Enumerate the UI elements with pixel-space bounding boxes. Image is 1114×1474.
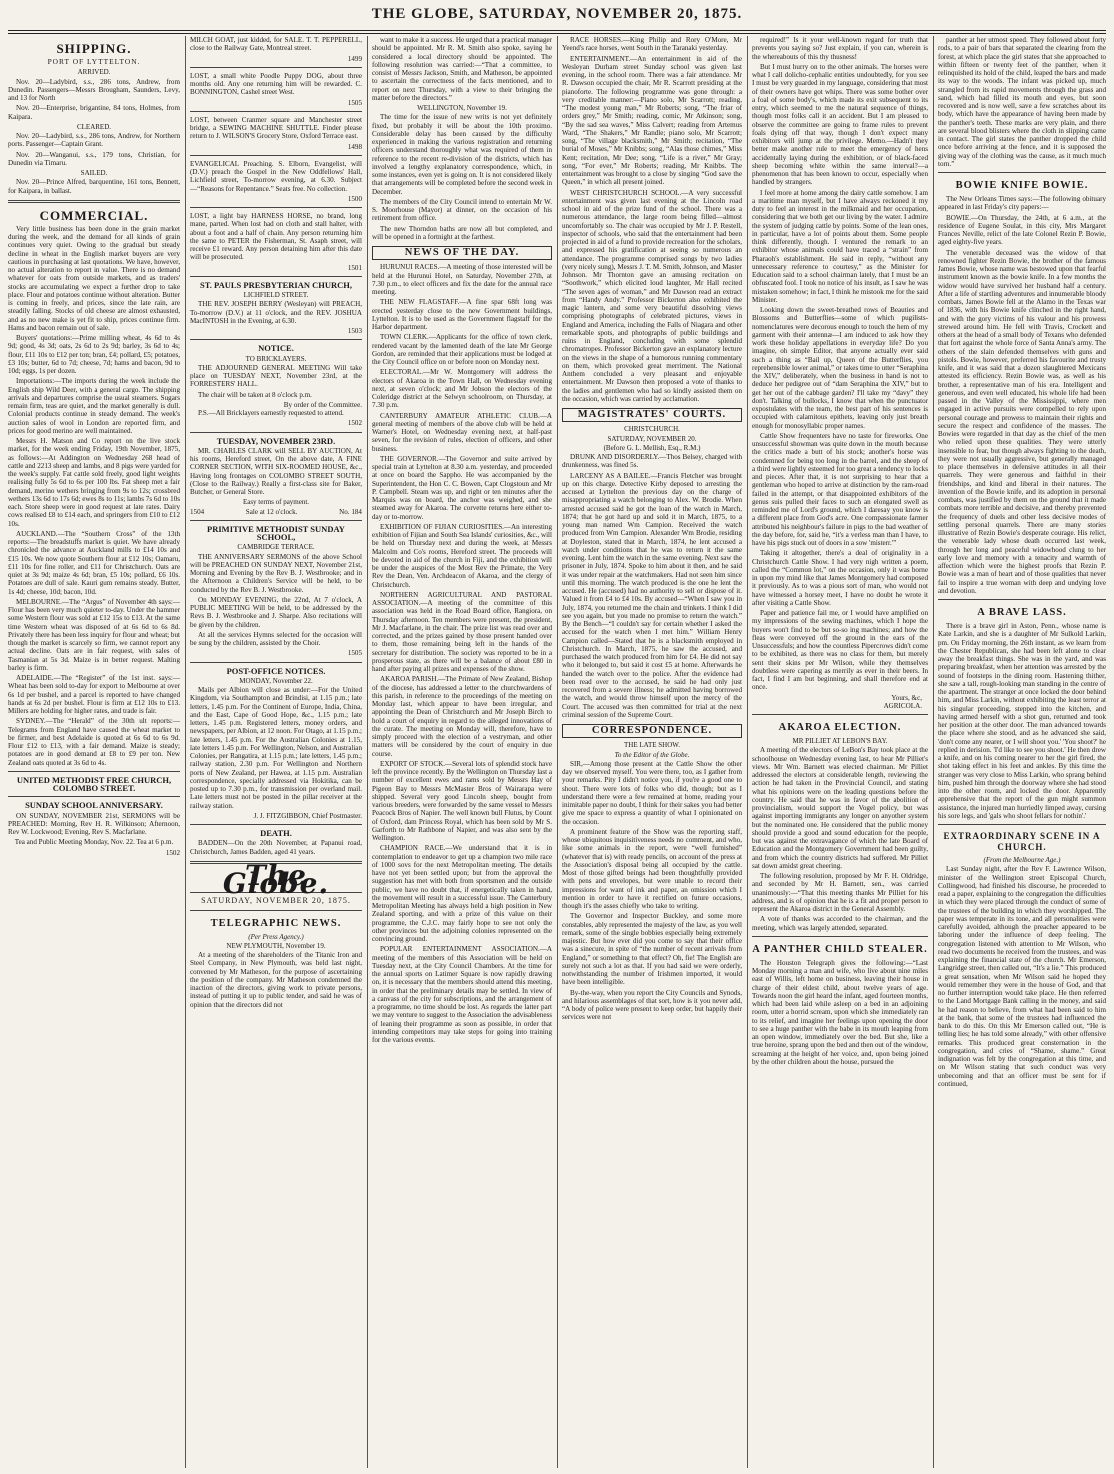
church-subheading: LICHFIELD STREET. bbox=[243, 291, 309, 299]
telegraphic-place: NEW PLYMOUTH, November 19. bbox=[226, 941, 326, 950]
article-text: RACE HORSES.—King Philip and Rory O'More, Mr Yeend's race horses, went South in the Taranaki yesterday. bbox=[562, 36, 742, 53]
divider bbox=[938, 599, 1106, 600]
notice-text: THE ADJOURNED GENERAL MEETING Will take place on TUESDAY NEXT, November 23rd, at the FORRESTERS' HALL. bbox=[190, 363, 362, 389]
classified-ad bbox=[190, 36, 362, 63]
shipping-entry: Nov. 20—Ladybird, s.s., 286 tons, Andrew, from Dunedin. Passengers—Messrs Brougham, Saunders, Levy, and 13 for North bbox=[8, 77, 180, 102]
article-text: The Houston Telegraph gives the following:—“Last Monday morning a man and wife, who live about nine miles east of Willis, left home on business, leaving their house in charge of their eldest child, about twelve years of age. Towards noon the girl heard the infant, aged fourteen months, which had been laid while asleep on a bed in an adjoining room, utter a horrid scream, upon which she immediately ran to its relief, and imagine her feelings upon opening the door to see a huge panther with the babe in its mouth leaping from an open window, immediately over the bed. But she, like a true heroine, sprang upon the bed and then out of the window, screaming at the height of her voice, and, upon being joined by the other children about the house, pursued the bbox=[752, 958, 928, 1066]
melbourne-report: MELBOURNE.—The “Argus” of November 4th says:—Flour has been very much quieter to-day. Under the hammer some Western flour was sold at £12 15s to £13. At the same time Western wheat was disposed of at 6s 6d to 6s 8d. Privately there has been less inquiry for flour and wheat; but though the market is scarcely so firm, we cannot report any actual decline. Oats are in fair request, with sales of Tasmanian at 5s 3d. Maize is in better request. Malting barley is firm. bbox=[8, 597, 180, 672]
column-rule bbox=[747, 36, 748, 1468]
column-rule bbox=[933, 36, 934, 1468]
letter-signoff: Yours, &c, bbox=[891, 693, 922, 702]
letter-paragraph: Paper and patience fail me, or I would have amplified on my impressions of the sewing machines, which I hope the buyers won't find to be but so-so ing machines; and how the fleas were conveyed off the ground in the ears of the Unsuccessfuls; and how the countless Pipercrows didn't come to be exhibited, as there was no class for them, but merely sent their skins per Mr Wilson, while they themselves doubtless were capering as merrily as ever in their beers. In fact, I find I am but beginning, and shall therefore end at once. bbox=[752, 609, 928, 692]
shipping-entry: Nov. 20—Enterprise, brigantine, 84 tons, Holmes, from Kaipara. bbox=[8, 104, 180, 121]
news-item: EXHIBITION OF FIJIAN CURIOSITIES.—An interesting exhibition of Fijian and South Sea Islands' curiosities, &c., will be held on Thursday next and during the week, at Messrs Malcolm and Co's rooms, Hereford street. The proceeds will be devoted in aid of the church in Fiji, and the exhibition will be under the auspices of the Most Rev the Primate, the Very Rev the Dean, Ven. Archdeacon of Akaroa, and the clergy of Christchurch. bbox=[372, 522, 552, 589]
panther-heading: A PANTHER CHILD STEALER. bbox=[752, 943, 928, 955]
article-text: The members of the City Council intend to entertain Mr W. S. Moorhouse (Mayor) at dinner, on the occasion of his retirement from office. bbox=[372, 197, 552, 223]
wellington-place: WELLINGTON, November 19. bbox=[417, 104, 507, 112]
column-6 bbox=[938, 36, 1106, 1466]
divider bbox=[190, 824, 362, 825]
letter-paragraph: I feel more at home among the dairy cattle somehow. I am a maritime man myself, but I have always reckoned it my duty to feel an interest in the milkmaid and her occupation, considering that we both get our living by the water. I admire the system of judging cattle by points. Some of the lean ones, in particular, have a lot of points about them. Some people think differently, though. I ventured the remark to an exhibitor whose animals could have traced a “strain” from Pharaoh's establishment. He said in reply, “without any unnecessary reference to courtesy,” as the Minister for Education said to a school chairman lately, that I must be an obfuscated fool. I took no notice of his insult, as I saw he was mistaken somehow; in fact, I think he mistook me for the said Minister. bbox=[752, 188, 928, 304]
anniversary-tea: Tea and Public Meeting Monday, Nov. 22. Tea at 6 p.m. bbox=[14, 838, 174, 847]
port-heading: PORT OF LYTTELTON. bbox=[47, 57, 141, 66]
notice-time: The chair will be taken at 8 o'clock p.m. bbox=[198, 390, 312, 399]
akaroa-heading: AKAROA ELECTION. bbox=[778, 722, 902, 733]
letter-paragraph: The Governor and Inspector Buckley, and some more constables, ably represented the majesty of the law, as you well remark, some of the single bobbies especially being extremely majestic. But how ever did you come to say that their office was a sinecure, in spite of “the number of recent arrivals from England,” or something to that effect? Oh, fie! The English are surely not such a lot as that. If you had said we were orderly, notwithstanding the number of Irishmen imported, it would have been intelligible. bbox=[562, 912, 742, 987]
post-heading: POST-OFFICE NOTICES. bbox=[226, 665, 326, 676]
shipping-entry: Nov. 20—Prince Alfred, barquentine, 161 tons, Bennett, for Kaipara, in ballast. bbox=[8, 178, 180, 195]
commercial-paragraph: Very little business has been done in the grain market during the week, and the demand for all kinds of grain continues very quiet. Owing to the gradual but steady decline in wheat in the English market buyers are very cautious in purchasing at last quotations. We have, however, no actual alteration to report in value. There is no demand whatever for oats from outside markets, and as traders' stocks are accumulating we expect a further drop to take place. Flour and potatoes continue without alteration. Butter is coming in freely, and prices, since the late rain, are steadily falling. Stocks of old cheese are almost exhausted, and as no new make is yet fit to ship, prices continue firm. Hams and bacon remain out of sale. bbox=[8, 224, 180, 332]
magistrates-heading: MAGISTRATES' COURTS. bbox=[562, 408, 742, 422]
divider bbox=[190, 432, 362, 433]
article-text: There is a brave girl in Aston, Penn., whose name is Kate Larkin, and she is a daughter of Mr Sulkold Larkin, pm. On Friday morning, the 26th instant, as we learn from the Chester Republican, she had been left alone to clear away the breakfast things. She was in the yard, and was preparing breakfast, when her attention was arrested by the sound of footsteps in the dining room. Hastening thither, she saw a tall, rough-looking man standing in the centre of the apartment. The stranger at once locked the door behind him, and Miss Larkin, without exhibiting the least terror at his singular proceeding, stepped into the kitchen, and having armed herself with a shot gun, returned and took her position at the other door. The man advanced towards the place where she stood, and as he advanced she said, 'don't come any nearer, or I will shoot you.' 'You shoot?' he replied in derision. 'I'd like to see you shoot.' He then drew a knife, and on his coming nearer to her the girl fired, the shot taking effect in his feet and ankles. By this time the stranger was very close to Miss Larkin, who sprang behind him, pushed him through the doorway where she had stood into the other room, and locked the door. Apparently apprehensive that the report of the gun might summon assistance, the injured man hurriedly limped away, cursing his sore legs, and 'gals who shoot fellars for nothin'.' bbox=[938, 622, 1106, 820]
commercial-heading: COMMERCIAL. bbox=[39, 207, 149, 223]
brave-heading: A BRAVE LASS. bbox=[977, 607, 1067, 618]
article-text: panther at her utmost speed. They followed about forty rods, to a pair of bars that separated the clearing from the forest, at which place the girl states that she approached to within fifteen or twenty feet of the panther, when it relinquished its hold of the child, leaped the bars and made its way to the woods. The infant was picked up, much strangled from its rapid movements through the grass and sand, which had filled its mouth and eyes, but soon recovered and is now well, save a few scratches about its body, which have the appearance of having been made by the panther's teeth. These marks are very plain, and there are several blood blisters where the cloth in slipping came in contact. The girl states the panther dropped the child once before arriving at the fence, and it is supposed the giving way of the clothing was the cause, as it much much torn.” bbox=[938, 36, 1106, 168]
news-item: THE GOVERNOR.—The Governor and suite arrived by special train at Lyttelton at 8.30 a.m. yesterday, and proceeded at once on board the Sappho. He was accompanied by the Superintendent, the Hon C. C. Bowen, Capt Clogstoun and Mr P. Campbell. Steam was up, and right or ten minutes after the Marquis was on board, the anchor was weighed, and she steamed away for Akaroa. The corvette returns here either to-day or to-morrow. bbox=[372, 454, 552, 521]
correspondence-heading: CORRESPONDENCE. bbox=[562, 724, 742, 738]
post-date: MONDAY, November 22. bbox=[239, 676, 313, 685]
notice-subheading: TO BRICKLAYERS. bbox=[245, 354, 307, 363]
letter-paragraph: Looking down the sweet-breathed rows of Beauties and Blossoms and Butterflies—some of which pugilists-nomenclatures were decorous enough to touch the hem of my garment with their antennæ—I am induced to ask how they work these holiday appellations in everyday life? Do you imagine, oh simple Editor, that anyone actually ever said such a thing as “Bail up, Queen of the Butterflies, you reprehensible lower animal,” or takes time to utter “Seraphina the XIV,” deliberately, when the business in hand is not to deduce her pedigree out of “dam Seraphina the XIV,” but to get her out of the cabbage garden? I'll take my “davy” they don't. Talking of bullocks, I know that when the punctuator expostulates with the team, the best part of his sentences is occupied with calamitous epithets, leaving only just breath enough for monosyllabic proper names. bbox=[752, 306, 928, 430]
article-text: Last Sunday night, after the Rev F. Lawrence Wilson, minister of the Wellington street Episcopal Church, Collingwood, had finished his discourse, he proceeded to read a paper, explaining to the congregation the difficulties in which they were placed through the conduct of some of the trustees of the building in which they worshipped. The paper was temperate in its tone, and all personalities were carefully avoided, although the preacher appeared to be laboring under the influence of deep feeling. The congregation listened with attention to Mr Wilson, who read two documents he received from the trustees, and was explaining the financial state of the church. Mr Emerson, Langridge street, then called out, “It's a lie.” This produced a great sensation, when Mr Wilson said he hoped they would remember they were in the house of God, and that no further interruption would take place. He then referred to the Land Mortgage Bank calling in the money, and said he had reason to believe, from what had been said to him at the bank, that some of the trustees had influenced the bank to do this. On this Mr Emerson called out, “He is telling lies; he has told some already,” with other offensive remarks. This produced great consternation in the congregation, and cries of “Shame, shame.” Great indignation was felt by the congregation at this time, and on Mr Wilson stating that such conduct was very unbecoming and that an officer must be sent for if continued, bbox=[938, 865, 1106, 1088]
sailed-label: SAILED. bbox=[80, 169, 108, 177]
article-text: BOWIE.—On Thursday, the 24th, at 6 a.m., at the residence of Eugene Soulat, in this city, Mrs Margaret Frances Neville, relict of the late Colonel Rezin P. Bowie, aged eighty-five years. bbox=[938, 213, 1106, 247]
church-heading: ST. PAULS PRESBYTERIAN CHURCH, bbox=[200, 279, 352, 290]
news-item: TOWN CLERK.—Applicants for the office of town clerk, rendered vacant by the lamented death of the late Mr George Gordon, are reminded that their applications must be lodged at the City Council office on or before noon on Monday next. bbox=[372, 333, 552, 366]
ad-number: 1500 bbox=[347, 194, 362, 203]
divider bbox=[190, 662, 362, 663]
commercial-paragraph: Importations:—The imports during the week include the English ship Wild Deer, with a general cargo. The shipping arrivals and departures comprise the usual steamers. Sugars remain firm, teas are quiet, and the market generally is dull. Colonial products continue in steady demand. The week's auction sales of wool in London are reported firm, and prices for good merino are well maintained. bbox=[8, 377, 180, 435]
ad-number: 1505 bbox=[347, 649, 362, 658]
letter-paragraph: required!” Is it your well-known regard for truth that prevents you saying so? Just explain, if you can, wherein is the whereabouts of this thy thusness! bbox=[752, 36, 928, 61]
ad-number: 1498 bbox=[347, 142, 362, 151]
news-item: CANTERBURY AMATEUR ATHLETIC CLUB.—A general meeting of members of the above club will be held at Warner's Hotel, on Wednesday evening next, at half-past seven, for the revision of rules, election of officers, and other business. bbox=[372, 411, 552, 453]
sale-foot-right: No. 184 bbox=[339, 507, 362, 516]
letter-paragraph: A prominent feature of the Show was the reporting staff, whose ubiquitous inquisitiveness needs no comment, and who, like some animals in the report, were “well furnished” (whatever that is) with ready pencils, on account of the press at the Association's disposal being all occupied by the cattle. Most of those gifted beings had been thoughtfully provided with pens and envelopes, but were unable to record their impressions for want of ink and paper, an omission which I mention in order to have it rectified on future occasions, though it's the asses chiefly who take to writing. bbox=[562, 827, 742, 910]
divider bbox=[8, 771, 180, 772]
primitive-hymns: At all the services Hymns selected for the occasion will be sung by the children, assisted by the Choir. bbox=[190, 630, 362, 647]
article-text: want to make it a success. He urged that a practical manager should be appointed. Mr R. M. Smith also spoke, saying he considered a local directory should be appointed. The following resolution was carried:—“That a committee, to consist of Messrs Jackson, Smith, and Matheson, be appointed to ascertain the correctness of the facts mentioned, and to report on next Thursday, with a view to their bringing the matter before the directors.” bbox=[372, 36, 552, 102]
ad-text: MILCH GOAT, just kidded, for SALE. T. T. PEPPERELL, close to the Railway Gate, Montreal street. bbox=[190, 36, 362, 53]
church-text: THE REV. JOSEPH BERRY (Wesleyan) will PREACH, To-morrow (D.V.) at 11 o'clock, and the REV. JOSHUA MacINTOSH in the Evening, at 6.30. bbox=[190, 300, 362, 325]
column-3 bbox=[372, 36, 552, 1466]
masthead-rule bbox=[8, 30, 1106, 31]
ad-number: 1499 bbox=[347, 54, 362, 63]
ad-number: 1502 bbox=[347, 419, 362, 428]
shipping-entry: Nov. 20—Ladybird, s.s., 286 tons, Andrew, for Northern ports. Passenger—Captain Grant. bbox=[8, 132, 180, 149]
ad-text: EVANGELICAL Preaching. S. Elborn, Evangelist, will (D.V.) preach the Gospel in the New Oddfellows' Hall, Lichfield street, To-morrow evening, at 6.30. Subject—“Reasons for Repentance.” Seats free. No collection. bbox=[190, 159, 362, 193]
post-text: Mails per Albion will close as under:—For the United Kingdom, via Southampton and Brindisi, at 1.15 p.m.; late letters, 1.45 p.m. For the Continent of Europe, India, China, and the East, Cape of Good Hope, &c., 1.15 p.m.; late letters, 1.45 p.m. Registered letters, money orders, and newspapers, per Albion, at 12 noon. For Otago, at 1.15 p.m.; late letters, 1.45 p.m. For the Australian Colonies at 1.15, late letters 1.45 p.m. For Wellington, Nelson, and Australian Colonies, per Rangatira, at 1.15 p.m.; late letters, 1.45 p.m.; railway station, 2.30 p.m. For Wellington and Northern ports of New Zealand, per Hawea, at 1.15 p.m. Australian correspondence, specially addressed via Hokitika, can be posted up to 7.30 p.m., for transmission per overland mail. Late letters must not be posted in the pillar receiver at the railway station. bbox=[190, 686, 362, 810]
ad-number: 1505 bbox=[347, 98, 362, 107]
column-rule bbox=[557, 36, 558, 1468]
divider bbox=[938, 172, 1106, 173]
letter-paragraph: SIR,—Among those present at the Cattle Show the other day we observed myself. You were there, too, as I gather from your remarks. Pity I didn't notice you, if you're a good one to shout. There were lots of folks who did, though; but as I understand there were a few remained at home, reading your inimitable paper no doubt, I think for their sakes you had better give me space to express a quantity of what I opinionated on the occasion. bbox=[562, 759, 742, 826]
column-4 bbox=[562, 36, 742, 1466]
magistrates-before: (Before G. L. Mellish, Esq., R.M.) bbox=[603, 443, 701, 452]
auckland-report: AUCKLAND.—The “Southern Cross” of the 13th reports:—The breadstuffs market is quiet. We have already chronicled the advance at Auckland mills to £14 10s and £15 10s. We now quote Southern flour at £12 10s; Oamaru, £11 10s for fine roller, and £11 for Christchurch. Oats are quiet at 3s 9d; maize 4s 6d; bran, £5 10s; pollard, £6 10s. Potatoes are dull of sale. Kauri gum remains steady. Butter, 1s 4d; cheese, 10d; bacon, 10d. bbox=[8, 529, 180, 596]
court-item: DRUNK AND DISORDERLY.—Thos Belsey, charged with drunkenness, was fined 5s. bbox=[562, 453, 742, 470]
letter-to: To the Editor of the Globe. bbox=[614, 750, 690, 759]
arrived-label: ARRIVED. bbox=[77, 68, 111, 77]
divider bbox=[190, 111, 362, 112]
letter-signature: AGRICOLA. bbox=[883, 701, 922, 710]
column-rule bbox=[185, 36, 186, 1468]
telegraphic-subheading: (Per Press Agency.) bbox=[248, 932, 304, 941]
telegraphic-heading: TELEGRAPHIC NEWS. bbox=[210, 917, 342, 929]
death-text: BADDEN—On the 20th November, at Papanui road, Christchurch, James Badden, aged 41 years. bbox=[190, 839, 362, 856]
post-signature: J. J. FITZGIBBON, Chief Postmaster. bbox=[253, 811, 362, 820]
ad-number: 1502 bbox=[165, 848, 180, 857]
stock-report: Messrs H. Matson and Co report on the live stock market, for the week ending Friday, 19th November, 1875, as follows:—At Addington on Wednesday 268 head of cattle and 2213 sheep and lambs, and 8 pigs were yarded for the week's supply. Fat cattle sold freely, good light weights realising fully 5s 6d to 6s per 100 lbs. Fat sheep met a fair demand, merino wethers bringing from 9s to 12s; crossbred wethers 13s 6d to 17s 6d; ewes 8s to 11s; lambs 7s 6d to 10s each. Store sheep were in good request at late rates. Dairy cows realised £8 to £14 each, and springers from £10 to £12 10s. bbox=[8, 437, 180, 528]
akaroa-subheading: MR PILLIET AT LEBON'S BAY. bbox=[792, 737, 888, 745]
column-rule bbox=[367, 36, 368, 1468]
shipping-heading: SHIPPING. bbox=[56, 41, 132, 56]
primitive-subheading: CAMBRIDGE TERRACE. bbox=[237, 543, 315, 552]
shipping-entry: Nov. 20—Wanganui, s.s., 179 tons, Christian, for Dunedin via Timaru. bbox=[8, 150, 180, 167]
article-text: A vote of thanks was accorded to the chairman, and the meeting, which was largely attended, separated. bbox=[752, 915, 928, 932]
divider bbox=[190, 339, 362, 340]
news-item: HURUNUI RACES.—A meeting of those interested will be held at the Hurunui Hotel, on Saturday, November 27th, at 7.30 p.m., to elect officers and fix the date for the annual race meeting. bbox=[372, 263, 552, 296]
anniversary-text: ON SUNDAY, NOVEMBER 21st, SERMONS will be PREACHED: Morning, Rev H. R. Wilkinson; Afternoon, Rev W. Lockwood; Evening, Rev S. Macfarlane. bbox=[8, 811, 180, 836]
divider bbox=[8, 200, 180, 203]
classified-ad bbox=[190, 116, 362, 151]
divider bbox=[8, 796, 180, 797]
ad-number: 1501 bbox=[347, 263, 362, 272]
sale-footer bbox=[190, 508, 362, 516]
magistrates-place: CHRISTCHURCH. bbox=[624, 425, 680, 434]
primitive-heading: PRIMITIVE METHODIST SUNDAY SCHOOL, bbox=[207, 523, 345, 542]
sale-foot-mid: Sale at 12 o'clock. bbox=[245, 507, 298, 516]
ad-text: LOST, between Cranmer square and Manchester street bridge, a SEWING MACHINE SHUTTLE. Finder please return to J. WILSON'S Grocery Store, Oxford Terrace east. bbox=[190, 115, 362, 141]
classified-ad bbox=[190, 212, 362, 272]
magistrates-date: SATURDAY, NOVEMBER 20. bbox=[607, 434, 697, 443]
masthead-rule-2 bbox=[8, 33, 1106, 34]
adelaide-report: ADELAIDE.—The “Register” of the 1st inst. says:—Wheat has been sold to-day for export to Melbourne at over 6s 1d per bushel, and a parcel is reported to have changed hands at 6s 2d per bushel. Flour is firm at £12 10s to £13. Millers are holding for higher rates, and trade is fair. bbox=[8, 674, 180, 715]
ad-text: LOST, a light bay HARNESS HORSE, no brand, long mane, parted. When lost had on cloth and stall halter, with about a foot and a half of chain. Any person returning him the same to PETER the Fisherman, St. Asaph street, will receive £1 reward. Any person detaining him after this date will be prosecuted. bbox=[190, 212, 362, 262]
globe-logo: The Globe. bbox=[222, 858, 330, 900]
cleared-label: CLEARED. bbox=[76, 122, 112, 131]
bowie-heading: BOWIE KNIFE BOWIE. bbox=[955, 180, 1089, 191]
letter-paragraph: Cattle Show frequenters have no taste for fireworks. One unsuccessful showman was quite down in the mouth because the critics made a butt of his stock; another's horse was condemned for being too long in the barrel, and the sheep of a third were lightly esteemed for too great a tendency to locks and pieces. After that, it is not surprising to hear that a gentleman who hoped to arrive at distinction by the ram-road failed in the attempt, or that disappointed exhibitors of the genus suis pulled their faces to such an elongated swell as reminded me of Lord's ground, which I daresay you know is a different place from God's acre. One compassionate farmer attributed his neighbour's failure in pigs to the bad weather of the day before, for, said he, “it's a verless man than I have, to have his pigs stuck out of doors in a sow 'misterr.'” bbox=[752, 431, 928, 547]
classified-ad bbox=[190, 160, 362, 203]
column-2 bbox=[190, 36, 362, 1466]
divider bbox=[190, 207, 362, 208]
article-text: The time for the issue of new writs is not yet definitely fixed, but probably it will be about the 10th proximo. Considerable delay has been caused by the difficulty experienced in making the various registration and returning officers understand thoroughly what was required of them in reference to the recent re-division of the districts, which has involved a lengthy explanatory correspondence, which, in some instances, even yet is going on. It is not considered likely that arrangements will be completed before the second week in December. bbox=[372, 113, 552, 196]
article-text: A meeting of the electors of LeBon's Bay took place at the schoolhouse on Wednesday evening last, to hear Mr Pilliet's views. Mr Wm. Barnett was elected chairman. Mr Pilliet addressed the electors at considerable length, reviewing the action he had taken in the Provincial Council, and stating what his opinions were on the leading questions before the country. He said that he was in favor of the abolition of provincialism, would support the Vogel policy, but was against importing immigrants any longer on anyother system but the nominated one. He considered that the public money should provide a good and sound education for the people, but was against the extravagance of which the late Board of Education and the Montgomery Government had been guilty, and from which the country districts had suffered. Mr Pilliet sat down amidst great cheering. bbox=[752, 746, 928, 870]
sale-date: TUESDAY, NOVEMBER 23RD. bbox=[216, 435, 336, 446]
divider bbox=[938, 824, 1106, 825]
church-scene-subheading: (From the Melbourne Age.) bbox=[983, 856, 1061, 864]
news-item: THE NEW FLAGSTAFF.—A fine spar 68ft long was erected yesterday close to the new Government buildings, Lyttelton. It is to be used as the Government flagstaff for the Harbor department. bbox=[372, 298, 552, 331]
divider bbox=[190, 155, 362, 156]
court-item: LARCENY AS A BAILEE.—Francis Fletcher was brought up on this charge. Detective Kirby deposed to arresting the accused at Lyttelton the previous day on the charge of misappropriating a watch belonging to Alex. W. Brodie. When arrested accused said he got the loan of the watch in March, 1874; that he got hard up and sold it in March, 1875, to a young man named Wm Campion. Received the watch produced from Wm Campion. Alexander Wm Brodie, residing at Doyleston, stated that in March, 1874, he lent accused a watch under conditions that he was to return it the same evening. Lent him the watch in the same evening. Next saw the prisoner in July, 1874. Spoke to him about it then, and he said it was under repair at the watchmakers. Had not seen him since until this morning. The watch produced is the one he lent the accused. He (accused) had no authority to sell or dispose of it. Valued it from £4 to £4 10s. By accused—“When I saw you in July, 1874, you returned me the chain and trinkets. I think I did see you again, but you made no promise to return the watch.” By the Bench—“I couldn't say for certain whether I asked the accused for the watch when I met him.” William Henry Campion called—Stated that he is a blacksmith employed in Christchurch. In March, 1875, he saw the accused, and purchased the watch produced from him for £4. He did not say who it belonged to, but said it cost £5 at home. Afterwards he handed the watch over to the police. After the evidence had been read over to the accused, he said he had only just recovered from a severe illness; he admitted having borrowed the watch, and would throw himself upon the mercy of the Court. The accused was then committed for trial at the next criminal session of the Supreme Court. bbox=[562, 471, 742, 719]
news-item: POPULAR ENTERTAINMENT ASSOCIATION.—A meeting of the members of this Association will be held on Tuesday next, at the City Council Chambers. At the time for the annual sports on Latimer Square is now rapidly drawing on, it is necessary that the members should attend this meeting, in order that the preliminary details may be settled. In view of a canvass of the city for subscriptions, and the arrangement of a programme, no time should be lost. As regards the latter part we may venture to suggest to the Association the advisableness of leaning their programme as soon as possible, in order that intending competitors may take steps for going into training for the various events. bbox=[372, 945, 552, 1044]
divider bbox=[190, 276, 362, 277]
article-text: The venerable deceased was the widow of that renowned fighter Rezin Bowie, the brother of the famous James Bowie, whose name was bestowed upon that fearful instrument known as the bowie knife. In a few months the widow would have survived her husband half a century. After a life of startling adventures and innumerable bloody combats, James Bowie fell at the Alamo in the Texas war of 1836, with his Bowie knife clinched in the right hand, and with the gory victims of his valour and his prowess strewed around him. He fell with Travis, Crockett and others at the head of a small body of Texans who defended that fort against the whole force of Santa Anna's army. The others of the slain defended themselves with guns and pistols. Bowie, however, preferred his favourite and trusty knife, and it was said that a dozen slaughtered Mexicans attested its efficiency. Rezin Bowie was, as well as his brother, a representative man of his era. Intelligent and generous, and even well educated, his whole life had been passed in the Valley of the Mississippi, where men engaged in active pursuits were compelled to rely upon personal courage and prowess to maintain their rights and secure the respect and confidence of the masses. The Bowies were regarded in that day as the chief of the men who relied upon these qualities. They were utterly insensible to fear, but though always fighting to the death, they were not usually aggressive, but generally managed to place themselves in defensive attitudes in all their quarrels. They were generous and faithful in their friendships, and kind and liberal in their natures. The invention of the Bowie knife, and its adoption in personal combats, was justified by them on the ground that it made combats more terrible and decisive, and thereby prevented the frequency of duels and other less decisive modes of settling personal quarrels. There are many stories illustrative of Rezin Bowie's desperate courage. His relict, the venerable lady whose death occurred last week, through her long and peaceful widowhood clung to her early love and memory with a tenacity and warmth of affection which were the highest proofs that Rezin P. Bowie was a man of heart and of those qualities that never fail to inspire a true woman with deep and undying love and devotion. bbox=[938, 248, 1106, 595]
death-heading: DEATH. bbox=[260, 828, 292, 838]
methodist-heading: UNITED METHODIST FREE CHURCH, COLOMBO STREET. bbox=[16, 774, 172, 793]
divider bbox=[190, 520, 362, 521]
sale-foot-left: 1504 bbox=[190, 507, 205, 516]
divider bbox=[190, 67, 362, 68]
primitive-text: THE ANNIVERSARY SERMONS of the above School will be PREACHED ON SUNDAY NEXT, November 21st, Morning and Evening by the Rev B. J. Westbrooke; and in the Afternoon a Children's Service will be held, to be conducted by the Rev B. J. Westbrooke. bbox=[190, 552, 362, 594]
article-text: ENTERTAINMENT.—An entertainment in aid of the Wesleyan Durham street Sunday school was given last evening, in the school room. There was a fair attendance. Mr R. Dawson occupied the chair, Mr R. Scarrott presiding at the pianoforte. The following programme was gone through: a very creditable manner:—Piano solo, Mr Scarrott; reading, “The modest young man,” Mr Roberts; song, “The friar of orders grey,” Mr Smith; reading, comic, Mr Atkinson; song, “By the sad sea waves,” Miss Calvert; reading from Artemus Ward, “The Shakers,” Mr Randle; piano solo, Mr Scarrott; song, “The village blacksmith,” Mr Smith; recitation, “The burial of Moses,” Mr Knibbs; song, “Alas those chimes,” Miss Kent; recitation, Mr Dee; song, “Life is a river,” Mr Gray; song, “For ever,” Mr Roberts; reading, Mr Knibbs. The entertainment was brought to a close by singing “God save the Queen,” in which all present joined. bbox=[562, 54, 742, 187]
news-item: ELECTORAL.—Mr W. Montgomery will address the electors of Akaroa in the Town Hall, on Wednesday evening next, at seven o'clock; and Mr Jobson the electors of the Coleridge district at the Selwyn schoolroom, on Thursday, at 7.30 p.m. bbox=[372, 368, 552, 410]
church-scene-heading: EXTRAORDINARY SCENE IN A CHURCH. bbox=[943, 831, 1101, 852]
letter-paragraph: Taking it altogether, there's a deal of originality in a Christchurch Cattle Show. I had very nigh written a poem, called the “Common lot,” on the occasion, only it was borne in upon my mind like that James Montgomery had composed it previously. As to was a pious sort of man, who would not have witnessed a horsey meet, I have no doubt he wrote it after visiting a Cattle Show. bbox=[752, 549, 928, 607]
column-1 bbox=[8, 36, 180, 1466]
ad-number: 1503 bbox=[347, 327, 362, 335]
notice-ps: P.S.—All Bricklayers earnestly requested to attend. bbox=[198, 409, 344, 417]
logo-date: SATURDAY, NOVEMBER 20, 1875. bbox=[201, 896, 351, 906]
anniversary-heading: SUNDAY SCHOOL ANNIVERSARY. bbox=[25, 800, 163, 811]
notice-by: By order of the Committee. bbox=[283, 400, 362, 409]
divider bbox=[752, 936, 928, 937]
article-text: The new Thorndon baths are now all but completed, and will be opened in a fortnight at the farthest. bbox=[372, 224, 552, 241]
page-masthead: THE GLOBE, SATURDAY, NOVEMBER 20, 1875. bbox=[371, 6, 743, 22]
classified-ad bbox=[190, 72, 362, 107]
letter-paragraph: But I must hurry on to the other animals. The horses were what I call dolicho-cephalic entities undoubtedly, for you see I must be very guarded in my language, considering that most of their owners have got whips. There was some bother over a foal of some body's, which made its exit subsequent to its entry, which seemed to me the natural sequence of things, though most folks call it an accident. But I am pleased to observe the committee are going to frame rules to prevent foals dying off that way, though I don't expect many exhibitors will jump at the privilege. Memo.—Hadn't they better make another rule to meet the emergency of hens accidentally laying during the exhibition, or of black-faced sheep becoming white within the same interval?—a phenomenon that has been known to occur, especially when handled by strangers. bbox=[752, 62, 928, 187]
news-item: AKAROA PARISH.—The Primate of New Zealand, Bishop of the diocese, has addressed a letter to the churchwardens of this parish, in reference to the proceedings of the meeting on Monday last, which appear to have been irregular, and appointing the Dean of Christchurch and Mr Joseph Birch to hold a court of enquiry in regard to the alleged innovations of the curate. The meeting on Monday will, therefore, have to simply proceed with the election of a vestryman, and other matters will be considered by the court of enquiry in due course. bbox=[372, 675, 552, 758]
letter-paragraph: By-the-way, when you report the City Councils and Synods, and hilarious assemblages of that sort, how is it you never add, “A body of police were present to keep order, but happily their services were not bbox=[562, 988, 742, 1022]
commercial-paragraph: Buyers' quotations:—Prime milling wheat, 4s 6d to 4s 9d; good, 4s 3d; oats, 2s 6d to 2s 9d; barley, 3s 6d to 4s; flour, £11 10s to £12 per ton; bran, £4; pollard, £5; potatoes, £3 10s; butter, 6d to 7d; cheese, 7d; hams and bacon, 9d to 10d; eggs, 1s per dozen. bbox=[8, 334, 180, 375]
column-5 bbox=[752, 36, 928, 1466]
letter-title: THE LATE SHOW. bbox=[624, 741, 680, 750]
primitive-monday: On MONDAY EVENING, the 22nd, At 7 o'clock, A PUBLIC MEETING Will be held, to be addressed by the Revs B. J. Westbrooke and J. Sharpe. Also recitations will be given by the children. bbox=[190, 595, 362, 629]
notice-heading: NOTICE. bbox=[258, 343, 294, 354]
telegraphic-text: At a meeting of the shareholders of the Titanic Iron and Steel Company, in New Plymouth, was held last night, convened by Mr Matheson, for the purpose of ascertaining the position of the company. Mr Matheson condemned the inaction of the directors, giving work to private persons, instead of putting it up to public tender, and said he was of opinion that the directors did not bbox=[190, 951, 362, 1009]
sydney-report: SYDNEY.—The “Herald” of the 30th ult reports:—Telegrams from England have caused the wheat market to be firmer, and best Adelaide is quoted at 6s 6d to 6s 9d. Flour £12 to £13, with a fair demand. Maize is steady; potatoes are in good demand at £8 to £9 per ton. New Zealand oats quoted at 3s 6d to 4s. bbox=[8, 717, 180, 767]
article-text: WEST CHRISTCHURCH SCHOOL.—A very successful entertainment was given last evening at the Lincoln road school in aid of the prize fund of the school. There was a numerous attendance, the large room being filled—almost uncomfortably so. The chair was occupied by Mr J. P. Restell, inspector of schools, who said that the entertainment had been projected in aid of a fund to provide recreation for the scholars, and expressed his gratification at seeing so numerous an attendance. The programme comprised songs by two ladies (very nicely sung), Messrs J. T. M. Smith, Johnson, and Master Johnson. Mr Thornton gave an amusing recitation on “Soothwork,” which elicited loud laughter, Mr Hall recited “The seven ages of woman,” and Mr Dawson read an extract from “Handy Andy.” Professor Bickerton also exhibited the magic lantern, and some very beautiful dissolving views comprising photographs of celebrated pictures, views in England and America, including the Falls of Niagara and other remarkable spots, and photographs of public buildings and ruins in England, concluding with some splendid chromatropes. Professor Bickerton gave an explanatory lecture on the views in the shape of a humorous running commentary on them, which provoked great merriment. The National Anthem concluded a very pleasant and enjoyable entertainment. Mr Dawson then proposed a vote of thanks to the ladies and gentlemen who had so kindly assisted them on the occasion, which was carried by acclamation. bbox=[562, 188, 742, 403]
news-item: CHAMPION RACE.—We understand that it is in contemplation to endeavor to get up a champion two mile race of 1000 sovs for the next Metropolitan meeting. The details have not yet been settled upon; but from the approval the suggestion has met with both from sportsmen and the outside public, we have no doubt that, if energetically taken in hand, the movement will result in a successful issue. The Canterbury Metropolitan Meeting has always held a high position in New Zealand sporting, and with a prize of this value on their programme, the C.J.C. may fairly hope to see not only the other provinces but the adjoining colonies represented on the convincing ground. bbox=[372, 844, 552, 943]
divider bbox=[190, 910, 362, 911]
article-text: The following resolution, proposed by Mr F. H. Oldridge, and seconded by Mr H. Barnett, sen., was carried unanimously:—“That this meeting thanks Mr Pilliet for his address, and is of opinion that he is a fit and proper person to represent the Akaroa district in the General Assembly. bbox=[752, 872, 928, 913]
news-item: EXPORT OF STOCK.—Several lots of splendid stock have left the province recently. By the Wellington on Thursday last a number of excellent ewes and rams sold by Messrs Hay of Pigeon Bay to Messrs McMaster Bros of Wairarapa were shipped. Several very good Lincoln sheep, bought from various breeders, were forwarded by the same vessel to Messrs Peacock Bros of Napier. The well known bull Flutus, by Count of Oxford, dam Princess Royal, which has been sold by Mr S. Garforth to Mr Rathbone of Napier, and was also sent by the Wellington. bbox=[372, 759, 552, 842]
ad-text: LOST, a small white Poodle Puppy DOG, about three months old. Any one returning him will be rewarded. C. BONNINGTON, Cashel street West. bbox=[190, 71, 362, 97]
sale-terms: Easy terms of payment. bbox=[242, 498, 310, 507]
news-heading: NEWS OF THE DAY. bbox=[372, 246, 552, 260]
divider bbox=[752, 714, 928, 715]
article-text: The New Orleans Times says:—The following obituary appeared in last Friday's city papers:— bbox=[938, 195, 1106, 212]
sale-text: MR. CHARLES CLARK will SELL BY AUCTION, At his rooms, Hereford street, On the above date, A FINE CORNER SECTION, WITH SIX-ROOMED HOUSE, &c., Having long frontages on COLOMBO STREET SOUTH, (Close to the Railway.) Really a first-class site for Baker, Butcher, or General Store. bbox=[190, 446, 362, 496]
news-item: NORTHERN AGRICULTURAL AND PASTORAL ASSOCIATION.—A meeting of the committee of this association was held in the Road Board office, Rangiora, on Thursday afternoon. Ten members were present, the president, Mr J. Macfarlane, in the chair. The prize list was read over and corrected, and the prizes gained by those present handed over to them, those remaining being left in the hands of the secretary for distribution. The society was reported to be in a prosperous state, as there will be a balance of about £80 in hand after paying all prizes and expenses of the show. bbox=[372, 590, 552, 673]
